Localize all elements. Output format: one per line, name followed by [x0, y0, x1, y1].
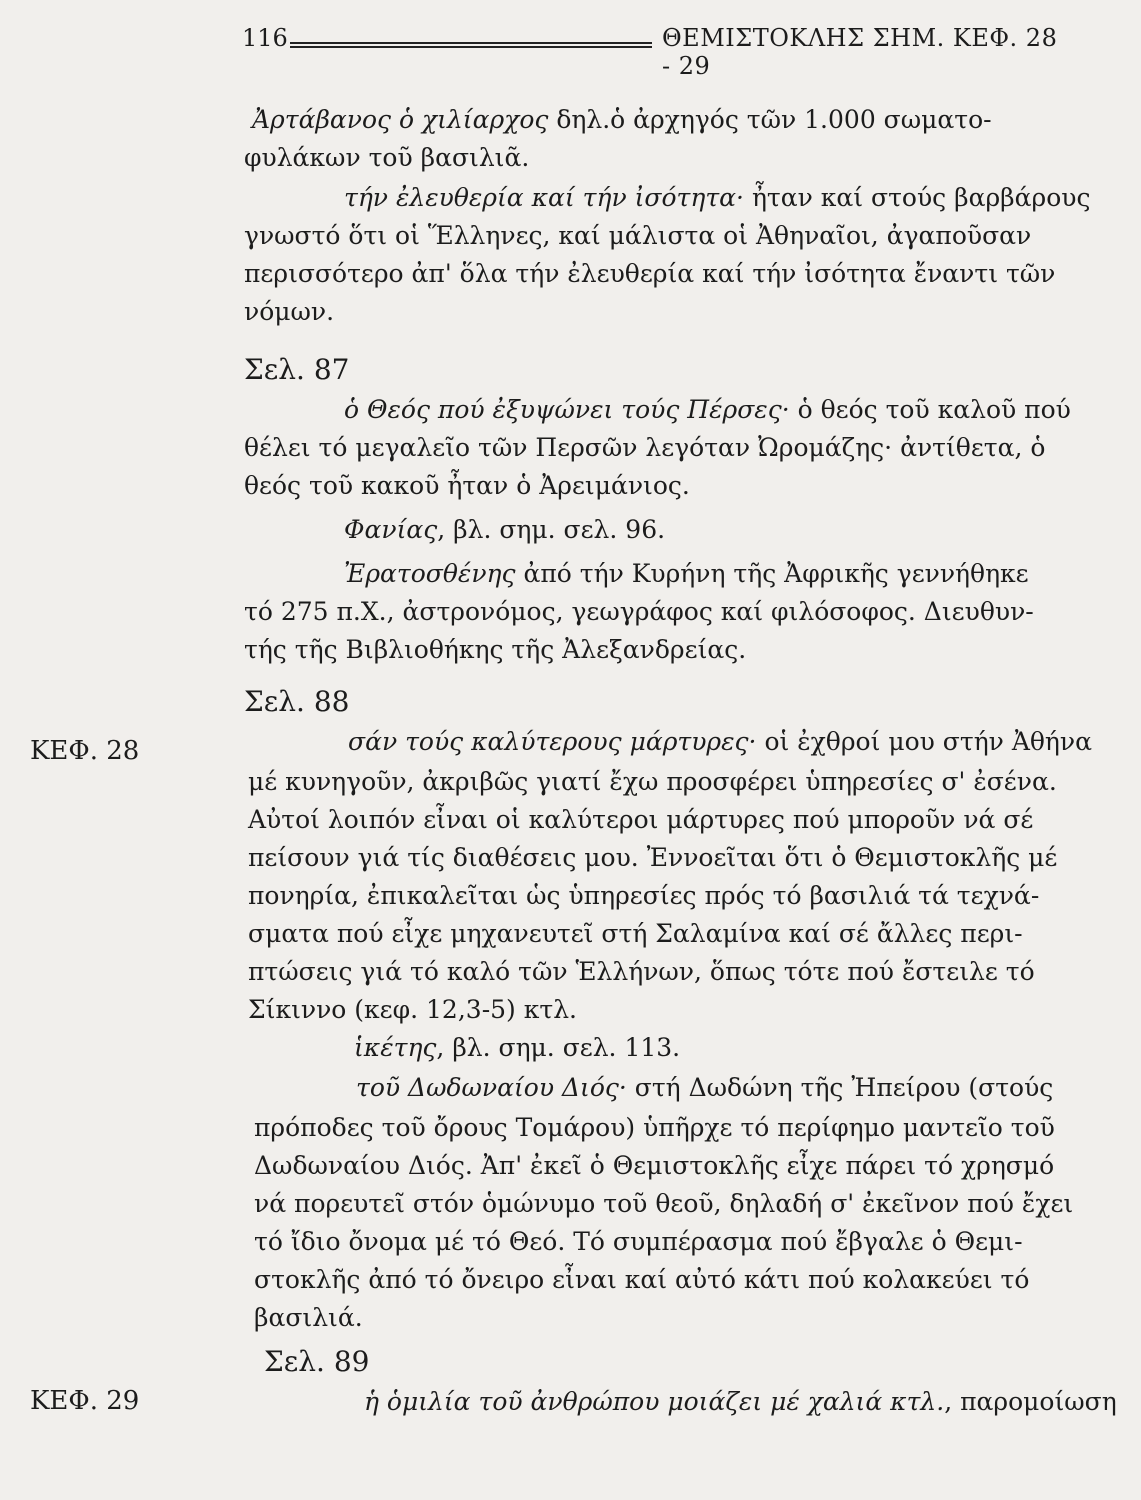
text-line: πείσουν γιά τίς διαθέσεις μου. Ἐννοεῖται ὅτι ὁ Θεμιστοκλῆς μέ: [248, 843, 1058, 872]
text-line: μέ κυνηγοῦν, ἀκριβῶς γιατί ἔχω προσφέρει ὑπηρεσίες σ' ἐσένα.: [248, 767, 1057, 796]
line-text: , βλ. σημ. σελ. 113.: [436, 1033, 681, 1062]
line-text: στή Δωδώνη τῆς Ἠπείρου (στούς: [626, 1073, 1054, 1102]
text-line: γνωστό ὅτι οἱ Ἕλληνες, καί μάλιστα οἱ Ἀθηναῖοι, ἀγαποῦσαν: [244, 221, 1032, 250]
running-title: ΘΕΜΙΣΤΟΚΛΗΣ ΣΗΜ. ΚΕΦ. 28 - 29: [662, 24, 1058, 80]
section-heading: Σελ. 89: [264, 1345, 370, 1378]
term-italic: ἱκέτης: [354, 1033, 437, 1062]
line-text: οἱ ἐχθροί μου στήν Ἀθήνα: [756, 727, 1092, 756]
text-line: πονηρία, ἐπικαλεῖται ὡς ὑπηρεσίες πρός τό βασιλιά τά τεχνά-: [248, 881, 1040, 910]
text-line: Δωδωναίου Διός. Ἀπ' ἐκεῖ ὁ Θεμιστοκλῆς εἶχε πάρει τό χρησμό: [254, 1151, 1055, 1180]
term-italic: ἡ ὁμιλία τοῦ ἀνθρώπου μοιάζει μέ χαλιά κτλ.: [364, 1387, 945, 1416]
margin-chapter-29: ΚΕΦ. 29: [30, 1386, 140, 1416]
line-text: , παρομοίωση: [944, 1387, 1117, 1416]
text-line: [344, 556, 1029, 592]
text-line: Αὐτοί λοιπόν εἶναι οἱ καλύτεροι μάρτυρες πού μποροῦν νά σέ: [248, 805, 1034, 834]
term-italic: Ἀρτάβανος ὁ χιλίαρχος: [252, 105, 549, 134]
text-line: [364, 1384, 1117, 1420]
line-text: ἀπό τήν Κυρήνη τῆς Ἀφρικῆς γεννήθηκε: [515, 559, 1029, 588]
term-italic: σάν τούς καλύτερους μάρτυρες·: [348, 727, 757, 756]
text-line: [344, 392, 1071, 428]
term-italic: τοῦ Δωδωναίου Διός·: [356, 1073, 627, 1102]
text-line: νά πορευτεῖ στόν ὁμώνυμο τοῦ θεοῦ, δηλαδή σ' ἐκεῖνον πού ἔχει: [254, 1189, 1074, 1218]
text-line: [356, 1070, 1053, 1106]
text-line: τής τῆς Βιβλιοθήκης τῆς Ἀλεξανδρείας.: [244, 635, 747, 664]
text-line: [344, 512, 665, 548]
section-heading: Σελ. 88: [244, 685, 350, 718]
page-number: 116: [242, 24, 288, 52]
term-italic: ὁ Θεός πού ἐξυψώνει τούς Πέρσες·: [344, 395, 790, 424]
text-line: τό ἴδιο ὄνομα μέ τό Θεό. Τό συμπέρασμα πού ἔβγαλε ὁ Θεμι-: [254, 1227, 1023, 1256]
text-line: [252, 102, 992, 138]
term-italic: Φανίας: [344, 515, 438, 544]
line-text: δηλ.ὁ ἀρχηγός τῶν 1.000 σωματο-: [548, 105, 992, 134]
text-line: πτώσεις γιά τό καλό τῶν Ἑλλήνων, ὅπως τότε πού ἔστειλε τό: [248, 957, 1035, 986]
text-line: βασιλιά.: [254, 1303, 363, 1332]
text-line: σματα πού εἶχε μηχανευτεῖ στή Σαλαμίνα καί σέ ἄλλες περι-: [248, 919, 1023, 948]
text-line: θεός τοῦ κακοῦ ἦταν ὁ Ἀρειμάνιος.: [244, 471, 690, 500]
running-header: [242, 24, 1072, 80]
line-text: ὁ θεός τοῦ καλοῦ πού: [789, 395, 1071, 424]
text-line: νόμων.: [244, 297, 335, 326]
term-italic: τήν ἐλευθερία καί τήν ἰσότητα·: [344, 183, 744, 212]
text-line: περισσότερο ἀπ' ὅλα τήν ἐλευθερία καί τήν ἰσότητα ἔναντι τῶν: [244, 259, 1056, 288]
line-text: , βλ. σημ. σελ. 96.: [437, 515, 666, 544]
header-rule: [290, 42, 652, 48]
text-line: πρόποδες τοῦ ὄρους Τομάρου) ὑπῆρχε τό περίφημο μαντεῖο τοῦ: [254, 1113, 1055, 1142]
text-line: στοκλῆς ἀπό τό ὄνειρο εἶναι καί αὐτό κάτι πού κολακεύει τό: [254, 1265, 1030, 1294]
line-text: ἦταν καί στούς βαρβάρους: [744, 183, 1091, 212]
text-line: τό 275 π.Χ., ἀστρονόμος, γεωγράφος καί φιλόσοφος. Διευθυν-: [244, 597, 1034, 626]
section-heading: Σελ. 87: [244, 353, 350, 386]
text-line: [348, 724, 1092, 760]
text-line: Σίκιννο (κεφ. 12,3-5) κτλ.: [248, 995, 577, 1024]
text-line: [354, 1030, 680, 1066]
bleed-through: [20, 580, 28, 610]
text-line: φυλάκων τοῦ βασιλιᾶ.: [244, 143, 530, 172]
text-line: [344, 180, 1090, 216]
text-line: θέλει τό μεγαλεῖο τῶν Περσῶν λεγόταν Ὠρομάζης· ἀντίθετα, ὁ: [244, 433, 1046, 462]
margin-chapter-28: ΚΕΦ. 28: [30, 736, 140, 766]
term-italic: Ἐρατοσθένης: [344, 559, 516, 588]
